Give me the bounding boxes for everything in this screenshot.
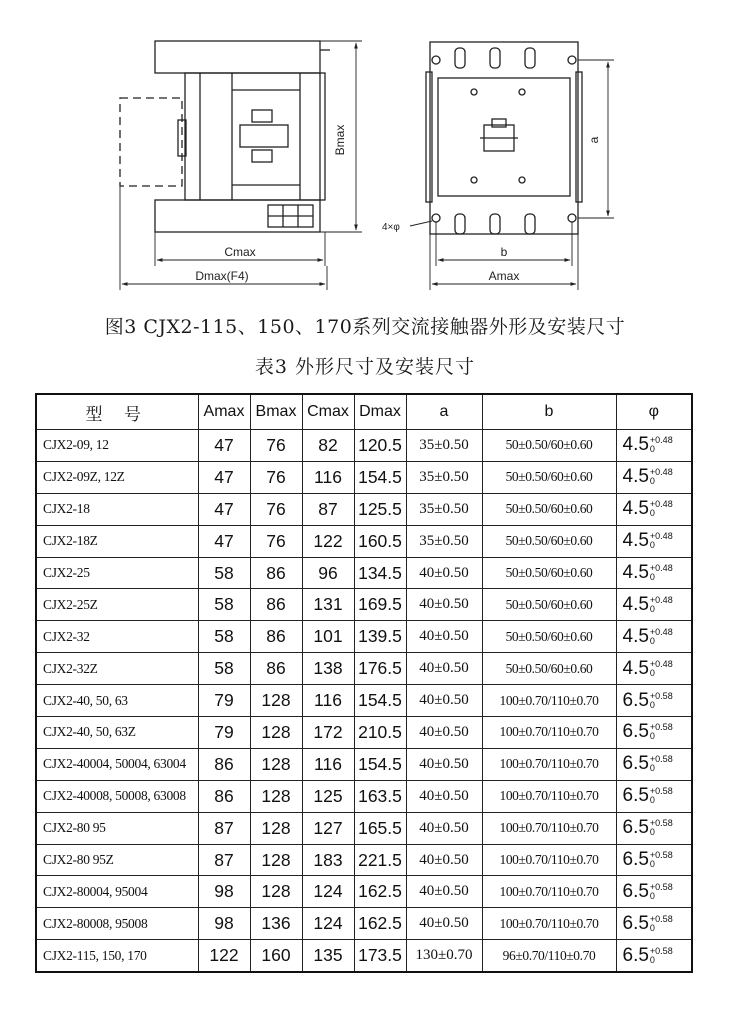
header-phi: φ: [616, 394, 692, 430]
phi-tolerance: [650, 436, 673, 454]
cell-amax: 58: [198, 557, 250, 589]
phi-value: 6.5: [622, 849, 649, 871]
cell-dmax: 210.5: [354, 717, 406, 749]
cell-amax: 86: [198, 748, 250, 780]
cell-phi: [616, 685, 692, 717]
phi-tolerance: [650, 468, 673, 486]
phi-tolerance-lower: 0: [649, 508, 655, 519]
table-row: [36, 876, 692, 908]
cell-cmax: 116: [302, 461, 354, 493]
table-row: [36, 621, 692, 653]
cell-b: 50±0.50/60±0.60: [482, 525, 616, 557]
cell-model: CJX2-40, 50, 63Z: [36, 717, 198, 749]
phi-tolerance: [650, 564, 673, 582]
phi-tolerance-upper: +0.58: [649, 690, 673, 701]
cell-b: 50±0.50/60±0.60: [482, 589, 616, 621]
cell-bmax: 136: [250, 908, 302, 940]
table-row: [36, 493, 692, 525]
cell-cmax: 138: [302, 653, 354, 685]
cell-phi: [616, 748, 692, 780]
cell-bmax: 128: [250, 748, 302, 780]
phi-tolerance: [650, 596, 673, 614]
cell-phi: [616, 876, 692, 908]
cell-a: 35±0.50: [406, 461, 482, 493]
table-title: 表3 外形尺寸及安装尺寸: [254, 356, 476, 378]
cell-dmax: 125.5: [354, 493, 406, 525]
phi-tolerance-upper: +0.48: [649, 435, 673, 446]
cell-model: CJX2-40, 50, 63: [36, 685, 198, 717]
phi-tolerance-lower: 0: [649, 667, 655, 678]
phi-tolerance-lower: 0: [649, 635, 655, 646]
cell-b: 100±0.70/110±0.70: [482, 812, 616, 844]
cell-cmax: 116: [302, 748, 354, 780]
phi-tolerance: [650, 947, 673, 965]
cell-b: 100±0.70/110±0.70: [482, 844, 616, 876]
phi-tolerance: [650, 819, 673, 837]
cell-model: CJX2-09Z, 12Z: [36, 461, 198, 493]
cell-cmax: 122: [302, 525, 354, 557]
table-header-row: [36, 394, 692, 430]
cell-dmax: 120.5: [354, 430, 406, 462]
cell-amax: 47: [198, 461, 250, 493]
phi-tolerance-upper: +0.58: [649, 722, 673, 733]
cell-dmax: 139.5: [354, 621, 406, 653]
phi-tolerance: [650, 660, 673, 678]
cell-phi: [616, 780, 692, 812]
phi-tolerance: [650, 755, 673, 773]
phi-tolerance: [650, 628, 673, 646]
cell-amax: 47: [198, 430, 250, 462]
cell-a: 35±0.50: [406, 525, 482, 557]
cell-phi: [616, 940, 692, 972]
phi-value: 4.5: [622, 530, 649, 552]
phi-tolerance-lower: 0: [649, 859, 655, 870]
phi-value: 6.5: [622, 753, 649, 775]
cell-b: 100±0.70/110±0.70: [482, 908, 616, 940]
cell-dmax: 162.5: [354, 908, 406, 940]
phi-value: 6.5: [622, 817, 649, 839]
cell-a: 40±0.50: [406, 717, 482, 749]
cell-model: CJX2-40004, 50004, 63004: [36, 748, 198, 780]
phi-value: 6.5: [622, 944, 649, 966]
cell-a: 40±0.50: [406, 812, 482, 844]
table-row: [36, 844, 692, 876]
cell-amax: 87: [198, 844, 250, 876]
phi-value: 4.5: [622, 466, 649, 488]
header-cmax: Cmax: [302, 394, 354, 430]
cell-cmax: 135: [302, 940, 354, 972]
phi-tolerance: [650, 500, 673, 518]
cell-a: 40±0.50: [406, 685, 482, 717]
cell-bmax: 128: [250, 780, 302, 812]
amax-label: Amax: [488, 269, 520, 283]
cell-a: 40±0.50: [406, 876, 482, 908]
phi-value: 6.5: [622, 912, 649, 934]
phi-tolerance-upper: +0.48: [649, 499, 673, 510]
phi-tolerance-upper: +0.48: [649, 594, 673, 605]
header-model: 型 号: [36, 394, 198, 430]
phi-tolerance: [650, 915, 673, 933]
cell-b: 96±0.70/110±0.70: [482, 940, 616, 972]
cell-phi: [616, 589, 692, 621]
cell-bmax: 86: [250, 653, 302, 685]
table-row: [36, 908, 692, 940]
phi-tolerance-lower: 0: [649, 763, 655, 774]
cell-amax: 87: [198, 812, 250, 844]
cell-dmax: 169.5: [354, 589, 406, 621]
cell-model: CJX2-18Z: [36, 525, 198, 557]
cmax-label: Cmax: [224, 245, 256, 259]
cell-bmax: 160: [250, 940, 302, 972]
cell-phi: [616, 557, 692, 589]
cell-dmax: 221.5: [354, 844, 406, 876]
phi-tolerance: [650, 851, 673, 869]
cell-b: 100±0.70/110±0.70: [482, 876, 616, 908]
phi-tolerance-upper: +0.58: [649, 850, 673, 861]
cell-a: 40±0.50: [406, 589, 482, 621]
phi-value: 6.5: [622, 880, 649, 902]
phi-tolerance-lower: 0: [649, 444, 655, 455]
cell-phi: [616, 621, 692, 653]
phi-tolerance-upper: +0.48: [649, 563, 673, 573]
table-row: [36, 780, 692, 812]
header-b: b: [482, 394, 616, 430]
cell-b: 50±0.50/60±0.60: [482, 461, 616, 493]
cell-model: CJX2-80004, 95004: [36, 876, 198, 908]
table-row: [36, 430, 692, 462]
cell-cmax: 127: [302, 812, 354, 844]
phi-tolerance-upper: +0.58: [649, 754, 673, 765]
cell-cmax: 124: [302, 876, 354, 908]
cell-b: 100±0.70/110±0.70: [482, 748, 616, 780]
cell-phi: [616, 461, 692, 493]
cell-cmax: 124: [302, 908, 354, 940]
cell-bmax: 86: [250, 557, 302, 589]
cell-a: 40±0.50: [406, 780, 482, 812]
cell-phi: [616, 653, 692, 685]
cell-model: CJX2-80 95: [36, 812, 198, 844]
phi-value: 4.5: [622, 498, 649, 520]
phi-tolerance-lower: 0: [649, 540, 655, 551]
cell-a: 40±0.50: [406, 653, 482, 685]
header-amax: Amax: [198, 394, 250, 430]
cell-dmax: 163.5: [354, 780, 406, 812]
header-dmax: Dmax: [354, 394, 406, 430]
cell-model: CJX2-25: [36, 557, 198, 589]
cell-a: 130±0.70: [406, 940, 482, 972]
table-row: [36, 685, 692, 717]
cell-dmax: 176.5: [354, 653, 406, 685]
cell-model: CJX2-80 95Z: [36, 844, 198, 876]
phi-tolerance: [650, 692, 673, 710]
dimension-drawing: [0, 0, 730, 300]
cell-phi: [616, 717, 692, 749]
phi-tolerance-upper: +0.48: [649, 531, 673, 542]
cell-a: 35±0.50: [406, 430, 482, 462]
table-row: [36, 812, 692, 844]
cell-bmax: 76: [250, 525, 302, 557]
cell-cmax: 101: [302, 621, 354, 653]
cell-cmax: 183: [302, 844, 354, 876]
cell-cmax: 116: [302, 685, 354, 717]
a-label: a: [587, 136, 601, 144]
phi-tolerance-lower: 0: [649, 603, 655, 614]
cell-amax: 58: [198, 621, 250, 653]
phi-tolerance-upper: +0.48: [649, 467, 673, 478]
phi-tolerance-lower: 0: [649, 731, 655, 742]
cell-bmax: 128: [250, 685, 302, 717]
table-row: [36, 748, 692, 780]
phi-value: 6.5: [622, 785, 649, 807]
table-row: [36, 589, 692, 621]
cell-cmax: 172: [302, 717, 354, 749]
cell-model: CJX2-09, 12: [36, 430, 198, 462]
dimensions-table: [35, 393, 693, 973]
bmax-label: Bmax: [333, 124, 347, 156]
cell-b: 50±0.50/60±0.60: [482, 493, 616, 525]
cell-model: CJX2-25Z: [36, 589, 198, 621]
cell-model: CJX2-32Z: [36, 653, 198, 685]
cell-model: CJX2-32: [36, 621, 198, 653]
cell-dmax: 173.5: [354, 940, 406, 972]
phi-tolerance-upper: +0.58: [649, 786, 673, 797]
cell-model: CJX2-40008, 50008, 63008: [36, 780, 198, 812]
cell-b: 50±0.50/60±0.60: [482, 653, 616, 685]
cell-bmax: 76: [250, 493, 302, 525]
cell-phi: [616, 908, 692, 940]
cell-dmax: 160.5: [354, 525, 406, 557]
cell-amax: 79: [198, 717, 250, 749]
cell-model: CJX2-80008, 95008: [36, 908, 198, 940]
table-row: [36, 717, 692, 749]
cell-model: CJX2-115, 150, 170: [36, 940, 198, 972]
table-row: [36, 557, 692, 589]
table-row: [36, 653, 692, 685]
figure-caption: 图3 CJX2-115、150、170系列交流接触器外形及安装尺寸: [104, 316, 626, 338]
cell-amax: 47: [198, 493, 250, 525]
phi-tolerance-upper: +0.58: [649, 945, 673, 956]
header-bmax: Bmax: [250, 394, 302, 430]
phi-tolerance-upper: +0.48: [649, 658, 673, 669]
cell-dmax: 154.5: [354, 461, 406, 493]
cell-cmax: 125: [302, 780, 354, 812]
phi-tolerance-lower: 0: [649, 890, 655, 901]
phi-value: 6.5: [622, 721, 649, 743]
phi-value: 6.5: [622, 689, 649, 711]
phi-value: 4.5: [622, 434, 649, 456]
cell-bmax: 128: [250, 812, 302, 844]
cell-phi: [616, 493, 692, 525]
phi-value: 4.5: [622, 625, 649, 647]
cell-phi: [616, 812, 692, 844]
cell-cmax: 87: [302, 493, 354, 525]
header-a: a: [406, 394, 482, 430]
cell-b: 100±0.70/110±0.70: [482, 780, 616, 812]
hole-label: 4×φ: [382, 222, 400, 233]
cell-a: 40±0.50: [406, 908, 482, 940]
cell-a: 40±0.50: [406, 557, 482, 589]
table-row: [36, 461, 692, 493]
cell-phi: [616, 525, 692, 557]
cell-phi: [616, 430, 692, 462]
phi-tolerance-lower: 0: [649, 954, 655, 965]
table-row: [36, 525, 692, 557]
cell-a: 40±0.50: [406, 621, 482, 653]
phi-tolerance-upper: +0.58: [649, 913, 673, 924]
phi-tolerance: [650, 723, 673, 741]
cell-dmax: 154.5: [354, 685, 406, 717]
cell-b: 100±0.70/110±0.70: [482, 685, 616, 717]
dmax-label: Dmax(F4): [195, 269, 249, 283]
phi-tolerance-upper: +0.48: [649, 626, 673, 637]
cell-model: CJX2-18: [36, 493, 198, 525]
cell-bmax: 86: [250, 589, 302, 621]
cell-a: 40±0.50: [406, 748, 482, 780]
front-view: [410, 42, 614, 290]
b-label: b: [500, 245, 508, 259]
phi-tolerance-upper: +0.58: [649, 818, 673, 829]
phi-tolerance-lower: 0: [649, 795, 655, 806]
phi-tolerance-upper: +0.58: [649, 881, 673, 892]
cell-amax: 98: [198, 908, 250, 940]
cell-dmax: 154.5: [354, 748, 406, 780]
phi-tolerance-lower: 0: [649, 476, 655, 487]
cell-cmax: 96: [302, 557, 354, 589]
cell-b: 100±0.70/110±0.70: [482, 717, 616, 749]
phi-value: 4.5: [622, 657, 649, 679]
phi-value: 4.5: [622, 593, 649, 615]
cell-b: 50±0.50/60±0.60: [482, 557, 616, 589]
cell-amax: 86: [198, 780, 250, 812]
cell-a: 40±0.50: [406, 844, 482, 876]
phi-value: 4.5: [622, 562, 649, 583]
cell-cmax: 131: [302, 589, 354, 621]
cell-phi: [616, 844, 692, 876]
phi-tolerance-lower: 0: [649, 827, 655, 838]
phi-tolerance-lower: 0: [649, 922, 655, 933]
cell-bmax: 76: [250, 430, 302, 462]
cell-amax: 58: [198, 653, 250, 685]
cell-bmax: 128: [250, 717, 302, 749]
cell-b: 50±0.50/60±0.60: [482, 430, 616, 462]
cell-amax: 58: [198, 589, 250, 621]
cell-amax: 79: [198, 685, 250, 717]
cell-bmax: 128: [250, 876, 302, 908]
cell-dmax: 165.5: [354, 812, 406, 844]
phi-tolerance: [650, 883, 673, 901]
cell-amax: 98: [198, 876, 250, 908]
cell-bmax: 86: [250, 621, 302, 653]
table-row: [36, 940, 692, 972]
cell-cmax: 82: [302, 430, 354, 462]
cell-amax: 47: [198, 525, 250, 557]
phi-tolerance: [650, 532, 673, 550]
phi-tolerance: [650, 787, 673, 805]
cell-bmax: 76: [250, 461, 302, 493]
phi-tolerance-lower: 0: [649, 699, 655, 710]
cell-dmax: 134.5: [354, 557, 406, 589]
cell-a: 35±0.50: [406, 493, 482, 525]
cell-b: 50±0.50/60±0.60: [482, 621, 616, 653]
cell-amax: 122: [198, 940, 250, 972]
cell-bmax: 128: [250, 844, 302, 876]
cell-dmax: 162.5: [354, 876, 406, 908]
phi-tolerance-lower: 0: [649, 572, 655, 582]
